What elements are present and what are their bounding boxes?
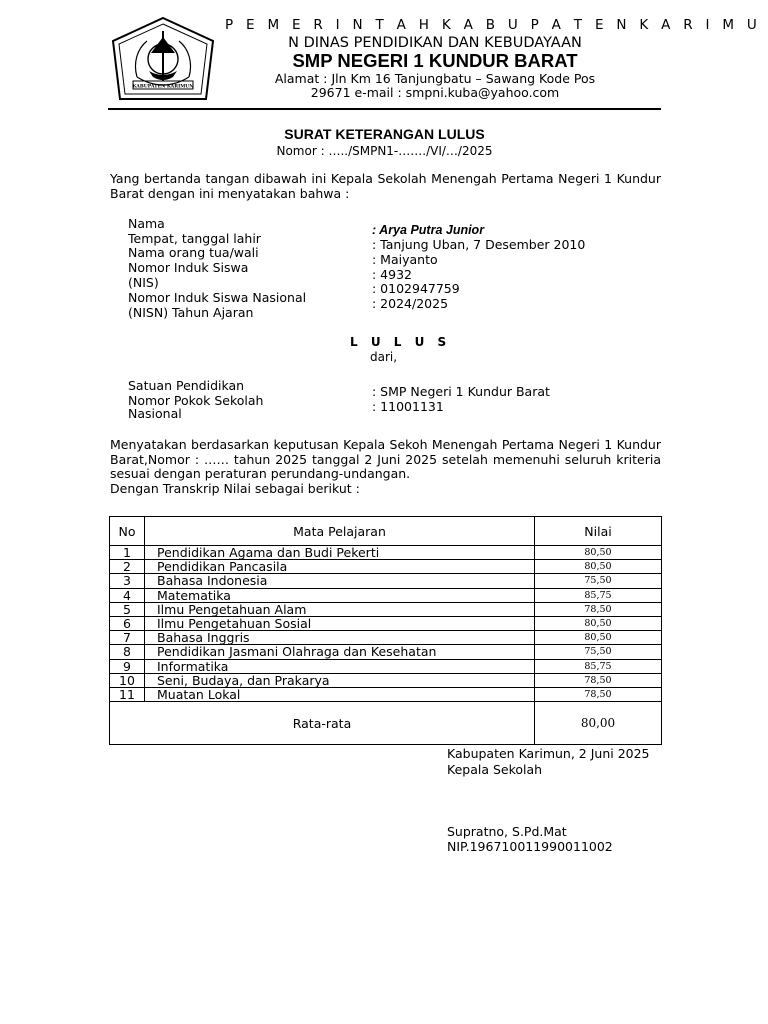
letter-title: SURAT KETERANGAN LULUS: [284, 126, 485, 142]
row-number: 6: [110, 616, 145, 630]
label-npsn: Nomor Pokok Sekolah: [128, 393, 264, 408]
row-number: 11: [110, 687, 145, 701]
label-ttl: Tempat, tanggal lahir: [128, 231, 261, 246]
header-grade: Nilai: [535, 517, 662, 546]
row-grade: 85,75: [535, 588, 662, 602]
value-satuan: : SMP Negeri 1 Kundur Barat: [372, 384, 550, 399]
row-grade: 78,50: [535, 673, 662, 687]
value-tahun-ajaran: : 2024/2025: [372, 296, 449, 311]
average-value: 80,00: [535, 702, 662, 745]
average-row: [110, 702, 662, 745]
row-number: 2: [110, 560, 145, 574]
value-nis: : 4932: [372, 267, 412, 282]
value-nisn: : 0102947759: [372, 281, 460, 296]
table-row: [110, 687, 662, 701]
row-number: 1: [110, 546, 145, 560]
table-row: [110, 602, 662, 616]
table-row: [110, 659, 662, 673]
row-grade: 75,50: [535, 645, 662, 659]
label-nisn-year: (NISN) Tahun Ajaran: [128, 305, 254, 320]
signature-nip: NIP.196710011990011002: [447, 839, 613, 854]
government-header: P E M E R I N T A H K A B U P A T E N K A R I M U: [225, 17, 762, 33]
table-row: [110, 673, 662, 687]
table-row: [110, 616, 662, 630]
letter-number: Nomor : …../SMPN1-……./VI/…/2025: [276, 144, 493, 158]
row-number: 5: [110, 602, 145, 616]
label-nis-abbr: (NIS): [128, 275, 159, 290]
seal-emblem-icon: [107, 15, 219, 103]
intro-paragraph: Yang bertanda tangan dibawah ini Kepala Sekolah Menengah Pertama Negeri 1 Kundur Barat dengan ini menyatakan bahwa :: [110, 171, 661, 201]
row-subject: Pendidikan Jasmani Olahraga dan Kesehatan: [145, 645, 535, 659]
value-ortu: : Maiyanto: [372, 252, 438, 267]
row-subject: Pendidikan Agama dan Budi Pekerti: [145, 546, 535, 560]
signature-name: Supratno, S.Pd.Mat: [447, 824, 567, 839]
row-grade: 85,75: [535, 659, 662, 673]
grades-body: [110, 546, 662, 745]
value-npsn: : 11001131: [372, 399, 444, 414]
label-nisn: Nomor Induk Siswa Nasional: [128, 290, 307, 305]
dari-text: dari,: [370, 350, 398, 364]
row-subject: Matematika: [145, 588, 535, 602]
row-grade: 80,50: [535, 616, 662, 630]
row-number: 8: [110, 645, 145, 659]
letterhead-divider: [108, 108, 661, 110]
row-grade: 80,50: [535, 631, 662, 645]
row-number: 3: [110, 574, 145, 588]
row-subject: Informatika: [145, 659, 535, 673]
average-label: Rata-rata: [110, 702, 535, 745]
row-subject: Bahasa Inggris: [145, 631, 535, 645]
row-grade: 80,50: [535, 546, 662, 560]
value-nama: : Arya Putra Junior: [372, 223, 485, 237]
logo-caption: KABUPATEN KARIMUN: [132, 84, 194, 90]
label-satuan: Satuan Pendidikan: [128, 378, 245, 393]
row-subject: Muatan Lokal: [145, 687, 535, 701]
header-subject: Mata Pelajaran: [145, 517, 535, 546]
row-subject: Pendidikan Pancasila: [145, 560, 535, 574]
table-row: [110, 645, 662, 659]
grades-table: [109, 516, 662, 745]
row-number: 4: [110, 588, 145, 602]
row-grade: 80,50: [535, 560, 662, 574]
transcript-intro: Dengan Transkrip Nilai sebagai berikut :: [110, 480, 360, 496]
signature-role: Kepala Sekolah: [447, 762, 543, 777]
row-grade: 78,50: [535, 687, 662, 701]
lulus-heading: L U L U S: [350, 335, 451, 349]
row-number: 10: [110, 673, 145, 687]
row-subject: Seni, Budaya, dan Prakarya: [145, 673, 535, 687]
row-subject: Bahasa Indonesia: [145, 574, 535, 588]
table-row: [110, 574, 662, 588]
table-row: [110, 631, 662, 645]
label-npsn-2: Nasional: [128, 406, 182, 421]
table-row: [110, 560, 662, 574]
table-row: [110, 588, 662, 602]
row-number: 9: [110, 659, 145, 673]
signature-place-date: Kabupaten Karimun, 2 Juni 2025: [447, 746, 650, 761]
row-subject: Ilmu Pengetahuan Sosial: [145, 616, 535, 630]
school-address: Alamat : Jln Km 16 Tanjungbatu – Sawang Kode Pos: [274, 71, 596, 86]
table-row: [110, 546, 662, 560]
label-nama: Nama: [128, 216, 165, 231]
header-no: No: [110, 517, 145, 546]
closing-paragraph: [110, 438, 661, 496]
school-email: 29671 e-mail : smpni.kuba@yahoo.com: [310, 85, 560, 100]
label-nis: Nomor Induk Siswa: [128, 260, 249, 275]
closing-text: Menyatakan berdasarkan keputusan Kepala Sekoh Menengah Pertama Negeri 1 Kundur Barat,Nomor : …… tahun 2025 tanggal 2 Juni 2025 setelah memenuhi seluruh kriteria sesuai dengan peraturan perundang-undangan.: [110, 437, 661, 482]
table-header-row: [110, 517, 662, 546]
value-ttl: : Tanjung Uban, 7 Desember 2010: [372, 237, 586, 252]
department-header: N DINAS PENDIDIKAN DAN KEBUDAYAAN: [288, 35, 582, 51]
row-subject: Ilmu Pengetahuan Alam: [145, 602, 535, 616]
row-grade: 78,50: [535, 602, 662, 616]
row-number: 7: [110, 631, 145, 645]
row-grade: 75,50: [535, 574, 662, 588]
label-ortu: Nama orang tua/wali: [128, 245, 259, 260]
school-name: SMP NEGERI 1 KUNDUR BARAT: [292, 50, 578, 71]
